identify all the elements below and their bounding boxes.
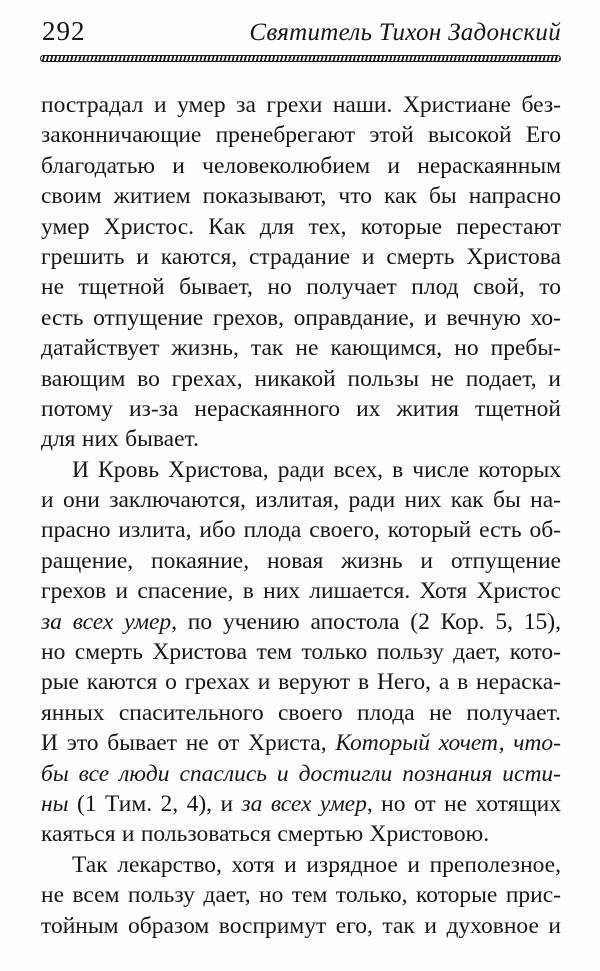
text-line (41, 151, 561, 181)
text-segment: благодатью и человеколюбием и нераскаянным (41, 152, 561, 179)
text-line (41, 546, 561, 576)
text-line (41, 880, 561, 910)
text-segment: и они заключаются, излитая, ради них как бы на- (41, 487, 561, 514)
text-line (41, 120, 561, 150)
text-segment: грешить и каются, страдание и смерть Христова (41, 243, 561, 270)
text-segment: (1 Тим. 2, 4), и (77, 790, 242, 817)
text-line (41, 698, 561, 728)
running-head (42, 16, 561, 47)
text-line (41, 850, 561, 880)
text-segment: датайствует жизнь, так не кающимся, но пребы- (41, 335, 561, 362)
text-body (41, 90, 561, 941)
text-segment: своим житием показывают, что как бы напрасно (41, 183, 561, 210)
text-segment: есть отпущение грехов, оправдание, и вечную хо- (41, 304, 561, 331)
text-line (41, 181, 561, 211)
text-segment: Так лекарство, хотя и изрядное и преполезное, (72, 851, 561, 878)
text-line (41, 424, 561, 454)
text-line (41, 212, 561, 242)
text-segment: , по учению апостола (2 Кор. 5, 15), (171, 608, 561, 635)
text-segment: не тщетной бывает, но получает плод свой, то (41, 274, 561, 301)
text-segment: вающим во грехах, никакой пользы не подает, и (41, 365, 561, 392)
text-segment: И это бывает не от Христа, (41, 730, 336, 757)
text-segment: для них бывает. (41, 426, 199, 453)
page-number: 292 (42, 16, 86, 46)
text-line (41, 515, 561, 545)
italic-text-segment: ны (41, 790, 78, 817)
text-line (41, 667, 561, 697)
text-segment: пострадал и умер за грехи наши. Христиане без- (41, 92, 561, 118)
text-segment: рые каются о грехах и веруют в Него, а в нераска- (41, 669, 561, 696)
text-line (41, 576, 561, 606)
text-line (41, 485, 561, 515)
text-segment: потому из-за нераскаянного их жития тщетной (41, 395, 561, 422)
text-line (41, 272, 561, 302)
text-line (41, 789, 561, 819)
text-segment: умер Христос. Как для тех, которые перестают (41, 213, 561, 240)
text-segment: янных спасительного своего плода не получает. (41, 699, 561, 726)
text-line (41, 364, 561, 394)
text-segment: И Кровь Христова, ради всех, в числе которых (72, 456, 561, 483)
text-line (41, 455, 561, 485)
text-line (41, 242, 561, 272)
text-line (41, 759, 561, 789)
text-line (41, 607, 561, 637)
text-segment: прасно излита, ибо плода своего, который есть об- (41, 517, 561, 544)
italic-text-segment: за всех умер (41, 608, 172, 635)
text-line (41, 819, 561, 849)
text-segment: , но от не хотящих (366, 790, 561, 817)
text-line (41, 90, 561, 120)
text-segment: грехов и спасение, в них лишается. Хотя Христос (41, 578, 561, 605)
running-title: Святитель Тихон Задонский (249, 19, 561, 46)
text-line (41, 911, 561, 941)
text-line (41, 394, 561, 424)
text-segment: тойным образом воспримут его, так и духовное и (41, 912, 561, 939)
text-line (41, 333, 561, 363)
text-segment: ращение, покаяние, новая жизнь и отпущение (41, 547, 561, 574)
italic-text-segment: Который хочет, что- (335, 730, 561, 757)
text-line (41, 303, 561, 333)
rope-divider (40, 55, 561, 62)
italic-text-segment: бы все люди спаслись и достигли познания исти- (41, 760, 561, 787)
text-segment: каяться и пользоваться смертью Христовою. (41, 821, 490, 848)
text-segment: но смерть Христова тем только пользу дает, кото- (41, 639, 561, 666)
italic-text-segment: за всех умер (241, 790, 367, 817)
text-line (41, 728, 561, 758)
text-segment: законничающие пренебрегают этой высокой Его (41, 122, 561, 149)
text-segment: не всем пользу дает, но тем только, которые прис- (41, 882, 561, 909)
text-line (41, 637, 561, 667)
